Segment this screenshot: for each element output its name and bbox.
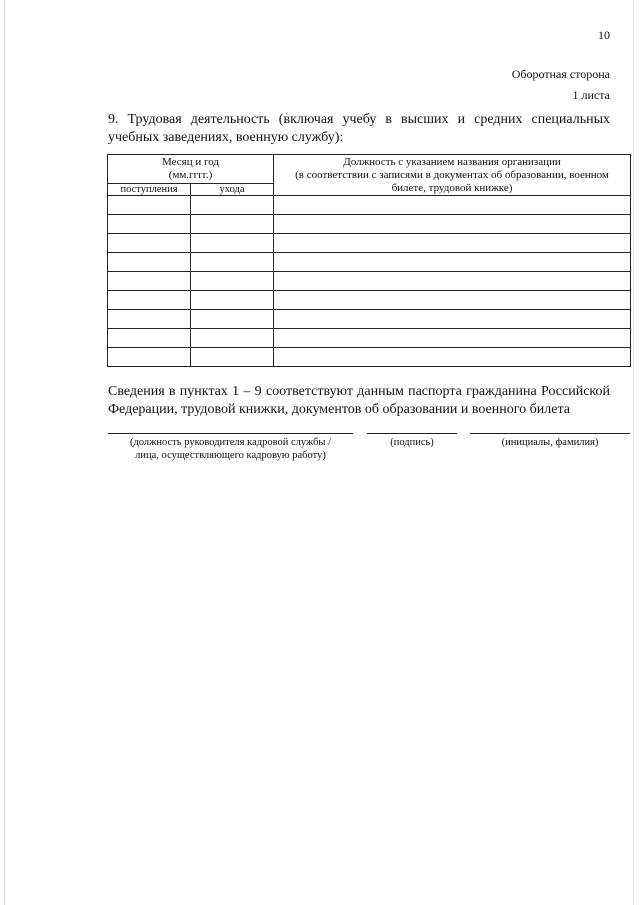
exit-date-cell[interactable]	[191, 291, 274, 310]
table-row	[108, 348, 631, 367]
section-heading: 9. Трудовая деятельность (включая учебу в высших и средних специальных учебных заведениях, военную службу):	[108, 112, 610, 145]
position-caption	[108, 436, 353, 462]
signature-caption: (подпись)	[390, 437, 434, 448]
entry-date-cell[interactable]	[108, 234, 191, 253]
entry-date-header: поступления	[108, 184, 191, 196]
exit-date-cell[interactable]	[191, 310, 274, 329]
verification-statement: Сведения в пунктах 1 – 9 соответствуют данным паспорта гражданина Российской Федерации, трудовой книжки, документов об образовании и военного билета	[108, 384, 610, 417]
work-activity-table	[107, 154, 631, 367]
position-header-note-2: билете, трудовой книжке)	[391, 181, 513, 194]
position-cell[interactable]	[274, 291, 631, 310]
exit-date-cell[interactable]	[191, 196, 274, 215]
exit-date-cell[interactable]	[191, 272, 274, 291]
position-caption-line-1: (должность руководителя кадровой службы /	[129, 437, 332, 448]
table-row	[108, 234, 631, 253]
name-signature-line[interactable]	[470, 433, 630, 434]
entry-date-cell[interactable]	[108, 196, 191, 215]
entry-date-cell[interactable]	[108, 215, 191, 234]
table-row	[108, 310, 631, 329]
date-column-header	[108, 155, 274, 184]
exit-date-cell[interactable]	[191, 253, 274, 272]
table-header-row	[108, 155, 631, 184]
exit-date-cell[interactable]	[191, 329, 274, 348]
position-signature-line[interactable]	[108, 433, 353, 434]
table-row	[108, 291, 631, 310]
table-row	[108, 196, 631, 215]
table-row	[108, 272, 631, 291]
table-row	[108, 253, 631, 272]
position-cell[interactable]	[274, 329, 631, 348]
position-cell[interactable]	[274, 348, 631, 367]
table-row	[108, 329, 631, 348]
position-cell[interactable]	[274, 234, 631, 253]
exit-date-cell[interactable]	[191, 348, 274, 367]
position-header-title: Должность с указанием названия организации	[343, 155, 561, 168]
entry-date-cell[interactable]	[108, 272, 191, 291]
exit-date-cell[interactable]	[191, 215, 274, 234]
name-caption: (инициалы, фамилия)	[501, 437, 599, 448]
entry-date-cell[interactable]	[108, 329, 191, 348]
table-row	[108, 215, 631, 234]
position-cell[interactable]	[274, 272, 631, 291]
position-caption-line-2: лица, осуществляющего кадровую работу)	[135, 450, 326, 461]
entry-date-cell[interactable]	[108, 310, 191, 329]
date-header-title: Месяц и год	[161, 156, 220, 168]
position-cell[interactable]	[274, 196, 631, 215]
reverse-side-label: Оборотная сторона	[511, 67, 610, 81]
page-number: 10	[598, 28, 610, 42]
exit-date-cell[interactable]	[191, 234, 274, 253]
signature-line[interactable]	[367, 433, 457, 434]
page-edge-right	[633, 0, 634, 905]
position-cell[interactable]	[274, 253, 631, 272]
position-column-header	[274, 155, 631, 196]
date-header-format: (мм.гггг.)	[168, 169, 213, 181]
entry-date-cell[interactable]	[108, 348, 191, 367]
position-header-note-1: (в соответствии с записями в документах об образовании, военном	[295, 168, 609, 181]
sheet-label: 1 листа	[572, 88, 610, 102]
entry-date-cell[interactable]	[108, 291, 191, 310]
entry-date-cell[interactable]	[108, 253, 191, 272]
position-cell[interactable]	[274, 215, 631, 234]
page-edge-left	[4, 0, 5, 905]
exit-date-header: ухода	[191, 184, 274, 196]
position-cell[interactable]	[274, 310, 631, 329]
